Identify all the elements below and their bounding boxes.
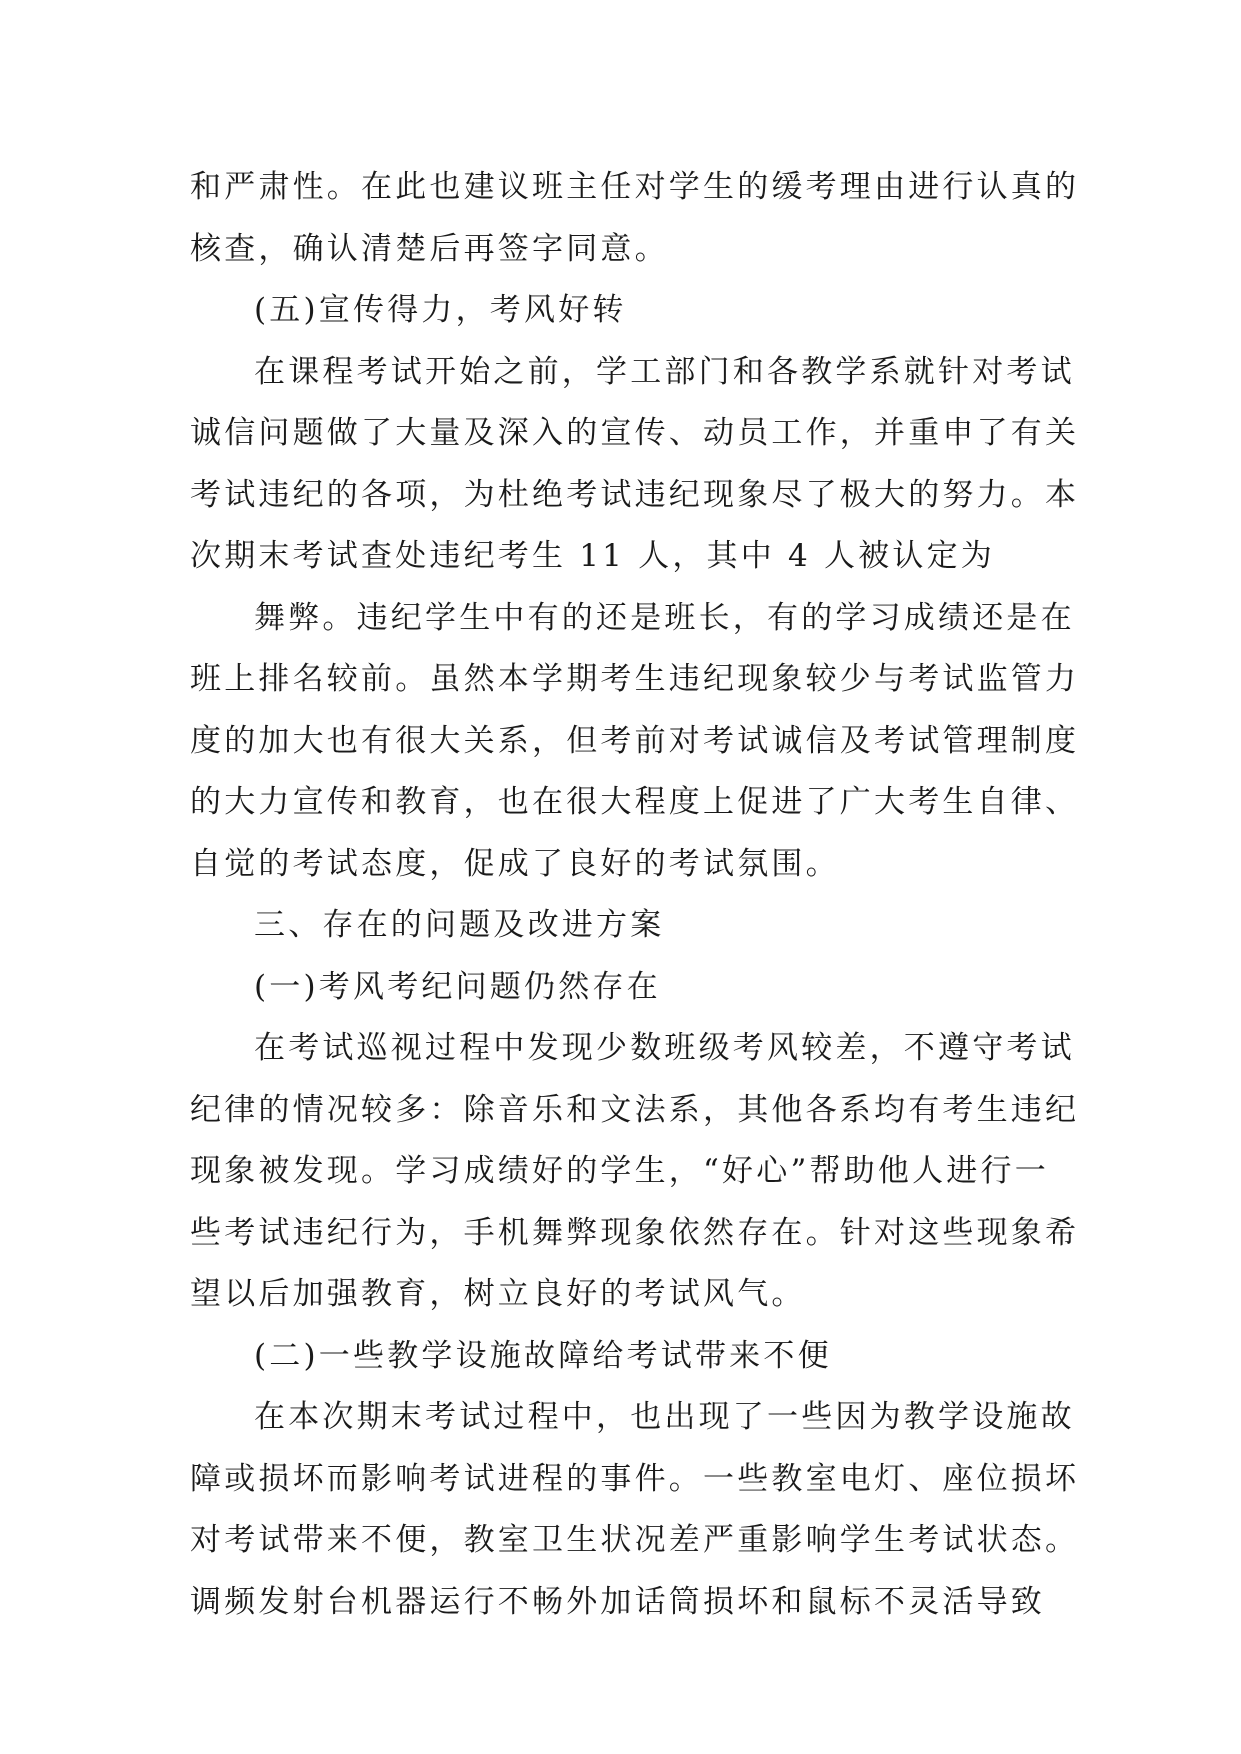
text-line: 对考试带来不便，教室卫生状况差严重影响学生考试状态。 (190, 1522, 1080, 1558)
text-line: 些考试违纪行为，手机舞弊现象依然存在。针对这些现象希 (190, 1214, 1080, 1251)
text-line: 现象被发现。学习成绩好的学生，“好心”帮助他人进行一 (190, 1153, 1049, 1189)
text-line: 纪律的情况较多：除音乐和文法系，其他各系均有考生违纪 (190, 1091, 1080, 1128)
text-line: 在本次期末考试过程中，也出现了一些因为教学设施故 (254, 1399, 1075, 1435)
text-line: 望以后加强教育，树立良好的考试风气。 (190, 1276, 806, 1312)
text-line: 诚信问题做了大量及深入的宣传、动员工作，并重申了有关 (190, 415, 1080, 451)
text-line: 调频发射台机器运行不畅外加话筒损坏和鼠标不灵活导致 (190, 1583, 1045, 1620)
text-line: (五)宣传得力，考风好转 (254, 292, 627, 328)
text-line: 三、存在的问题及改进方案 (254, 907, 665, 943)
text-line: 自觉的考试态度，促成了良好的考试氛围。 (190, 845, 840, 882)
text-line: 和严肃性。在此也建议班主任对学生的缓考理由进行认真的 (190, 169, 1080, 205)
text-line: 核查，确认清楚后再签字同意。 (190, 230, 669, 267)
text-line: 度的加大也有很大关系，但考前对考试诚信及考试管理制度 (190, 722, 1080, 759)
text-line: 班上排名较前。虽然本学期考生违纪现象较少与考试监管力 (190, 661, 1080, 697)
text-line: (一)考风考纪问题仍然存在 (254, 968, 661, 1005)
text-line: 次期末考试查处违纪考生 11 人，其中 4 人被认定为 (190, 538, 995, 574)
text-line: 考试违纪的各项，为杜绝考试违纪现象尽了极大的努力。本 (190, 476, 1080, 513)
document-body (190, 157, 1080, 1633)
text-line: 障或损坏而影响考试进程的事件。一些教室电灯、座位损坏 (190, 1460, 1080, 1497)
text-line: 舞弊。违纪学生中有的还是班长，有的学习成绩还是在 (254, 599, 1075, 636)
text-line: 在课程考试开始之前，学工部门和各教学系就针对考试 (254, 353, 1075, 390)
text-line: (二)一些教学设施故障给考试带来不便 (254, 1337, 832, 1374)
text-line: 的大力宣传和教育，也在很大程度上促进了广大考生自律、 (190, 784, 1080, 820)
text-line: 在考试巡视过程中发现少数班级考风较差，不遵守考试 (254, 1030, 1075, 1066)
